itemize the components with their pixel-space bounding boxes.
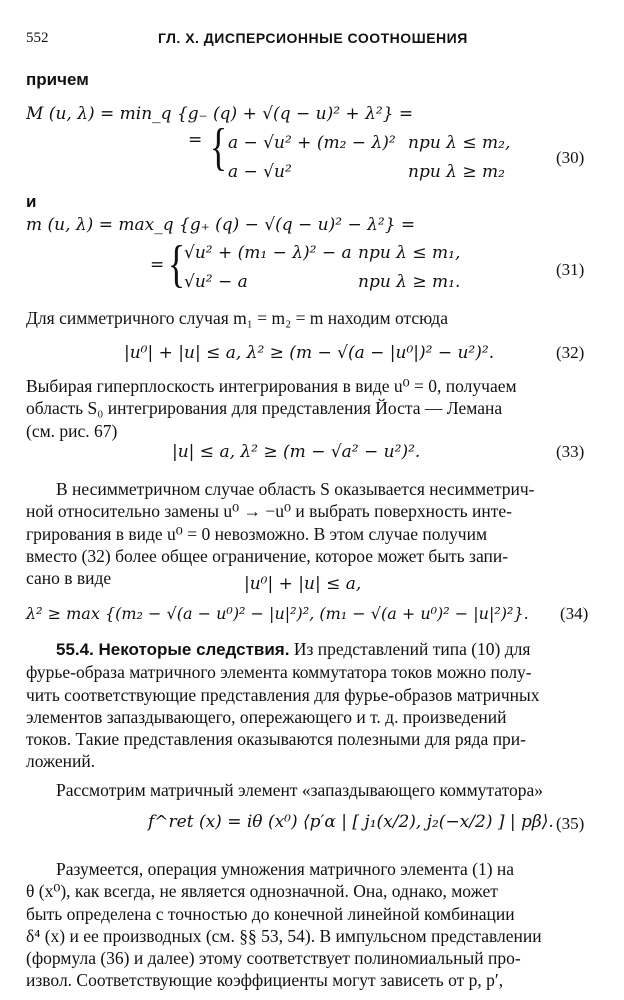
text-line: извол. Соответствующие коэффициенты могут зависеть от p, p′, <box>26 970 504 991</box>
eq30-number: (30) <box>556 148 585 167</box>
text-line: (см. рис. 67) <box>26 420 118 441</box>
eq31-case-1-cond: при λ ≤ m₁, <box>358 243 461 263</box>
text-line: токов. Такие представления оказываются полезными для ряда при- <box>26 729 526 750</box>
paragraph-theta-product <box>26 858 606 992</box>
eq31-case-1: √u² + (m₁ − λ)² − a <box>184 243 352 263</box>
eq30-case-1-cond: при λ ≤ m₂, <box>408 133 511 153</box>
text-line: сано в виде <box>26 568 112 589</box>
text-line: чить соответствующие представления для фурье-образов матричных <box>26 684 540 705</box>
eq30-case-2-cond: при λ ≥ m₂ <box>408 162 505 182</box>
eq33-number: (33) <box>556 442 585 461</box>
eq31-equals: = <box>150 255 165 275</box>
word-prichem: причем <box>26 70 89 89</box>
eq32: |u⁰| + |u| ≤ a, λ² ≥ (m − √(a − |u⁰|)² − u²)². <box>124 343 495 363</box>
retarded-commutator-line: Рассмотрим матричный элемент «запаздывающего коммутатора» <box>56 780 544 800</box>
text-line: В несимметричном случае область S оказывается несимметрич- <box>56 479 535 499</box>
text-line: (формула (36) и далее) этому соответствует полиномиальный про- <box>26 948 521 969</box>
text-line: ной относительно замены u⁰ → −u⁰ и выбрать поверхность инте- <box>26 501 512 522</box>
section-heading: 55.4. Некоторые следствия. <box>56 640 290 659</box>
eq30-case-1: a − √u² + (m₂ − λ)² <box>228 133 396 153</box>
text-line: Из представлений типа (10) для <box>289 639 531 659</box>
text-line: область S₀ интегрирования для представления Йоста — Лемана <box>26 398 503 419</box>
chapter-title: ГЛ. X. ДИСПЕРСИОННЫЕ СООТНОШЕНИЯ <box>158 30 468 46</box>
text-line: θ (x⁰), как всегда, не является однозначной. Она, однако, может <box>26 881 498 902</box>
paragraph-consequences <box>26 638 606 773</box>
eq31-case-2: √u² − a <box>184 272 248 292</box>
eq31-line-1: m (u, λ) = max_q {g₊ (q) − √(q − u)² − λ²} = <box>26 215 416 235</box>
eq32-number: (32) <box>556 343 585 362</box>
eq35-number: (35) <box>556 814 585 833</box>
text-line: Выбирая гиперплоскость интегрирования в виде u⁰ = 0, получаем <box>26 376 517 396</box>
text-line: ложений. <box>26 751 96 772</box>
paragraph-hyperplane <box>26 375 606 442</box>
word-i: и <box>26 192 37 211</box>
eq34-line-1: |u⁰| + |u| ≤ a, <box>244 574 362 594</box>
eq30-line-1: M (u, λ) = min_q {g₋ (q) + √(q − u)² + λ²} = <box>26 104 414 124</box>
eq30-brace: { <box>209 119 228 176</box>
eq30-case-2: a − √u² <box>228 162 292 182</box>
eq30-equals: = <box>188 130 203 150</box>
eq34-line-2: λ² ≥ max {(m₂ − √(a − u⁰)² − |u|²)², (m₁ − √(a + u⁰)² − |u|²)²}. <box>26 604 529 623</box>
text-line: быть определена с точностью до конечной линейной комбинации <box>26 903 515 924</box>
eq33: |u| ≤ a, λ² ≥ (m − √a² − u²)². <box>172 442 421 462</box>
eq31-number: (31) <box>556 260 585 279</box>
text-line: вместо (32) более общее ограничение, которое может быть запи- <box>26 545 509 566</box>
page-number: 552 <box>26 30 49 46</box>
paragraph-asymmetric <box>26 478 606 589</box>
symmetric-case-line: Для симметричного случая m₁ = m₂ = m находим отсюда <box>26 308 448 328</box>
text-line: δ⁴ (x) и ее производных (см. §§ 53, 54). В импульсном представлении <box>26 925 542 946</box>
eq34-number: (34) <box>560 604 589 623</box>
text-line: Разумеется, операция умножения матричного элемента (1) на <box>56 859 515 879</box>
text-line: элементов запаздывающего, опережающего и т. д. произведений <box>26 706 507 727</box>
eq35: f^ret (x) = iθ (x⁰) ⟨p′α | [ j₁(x/2), j₂(−x/2) ] | pβ⟩. <box>148 812 554 832</box>
text-line: фурье-образа матричного элемента коммутатора токов можно полу- <box>26 662 532 683</box>
eq31-brace: { <box>167 236 186 293</box>
text-line: грирования в виде u⁰ = 0 невозможно. В этом случае получим <box>26 523 488 544</box>
eq31-case-2-cond: при λ ≥ m₁. <box>358 272 461 292</box>
